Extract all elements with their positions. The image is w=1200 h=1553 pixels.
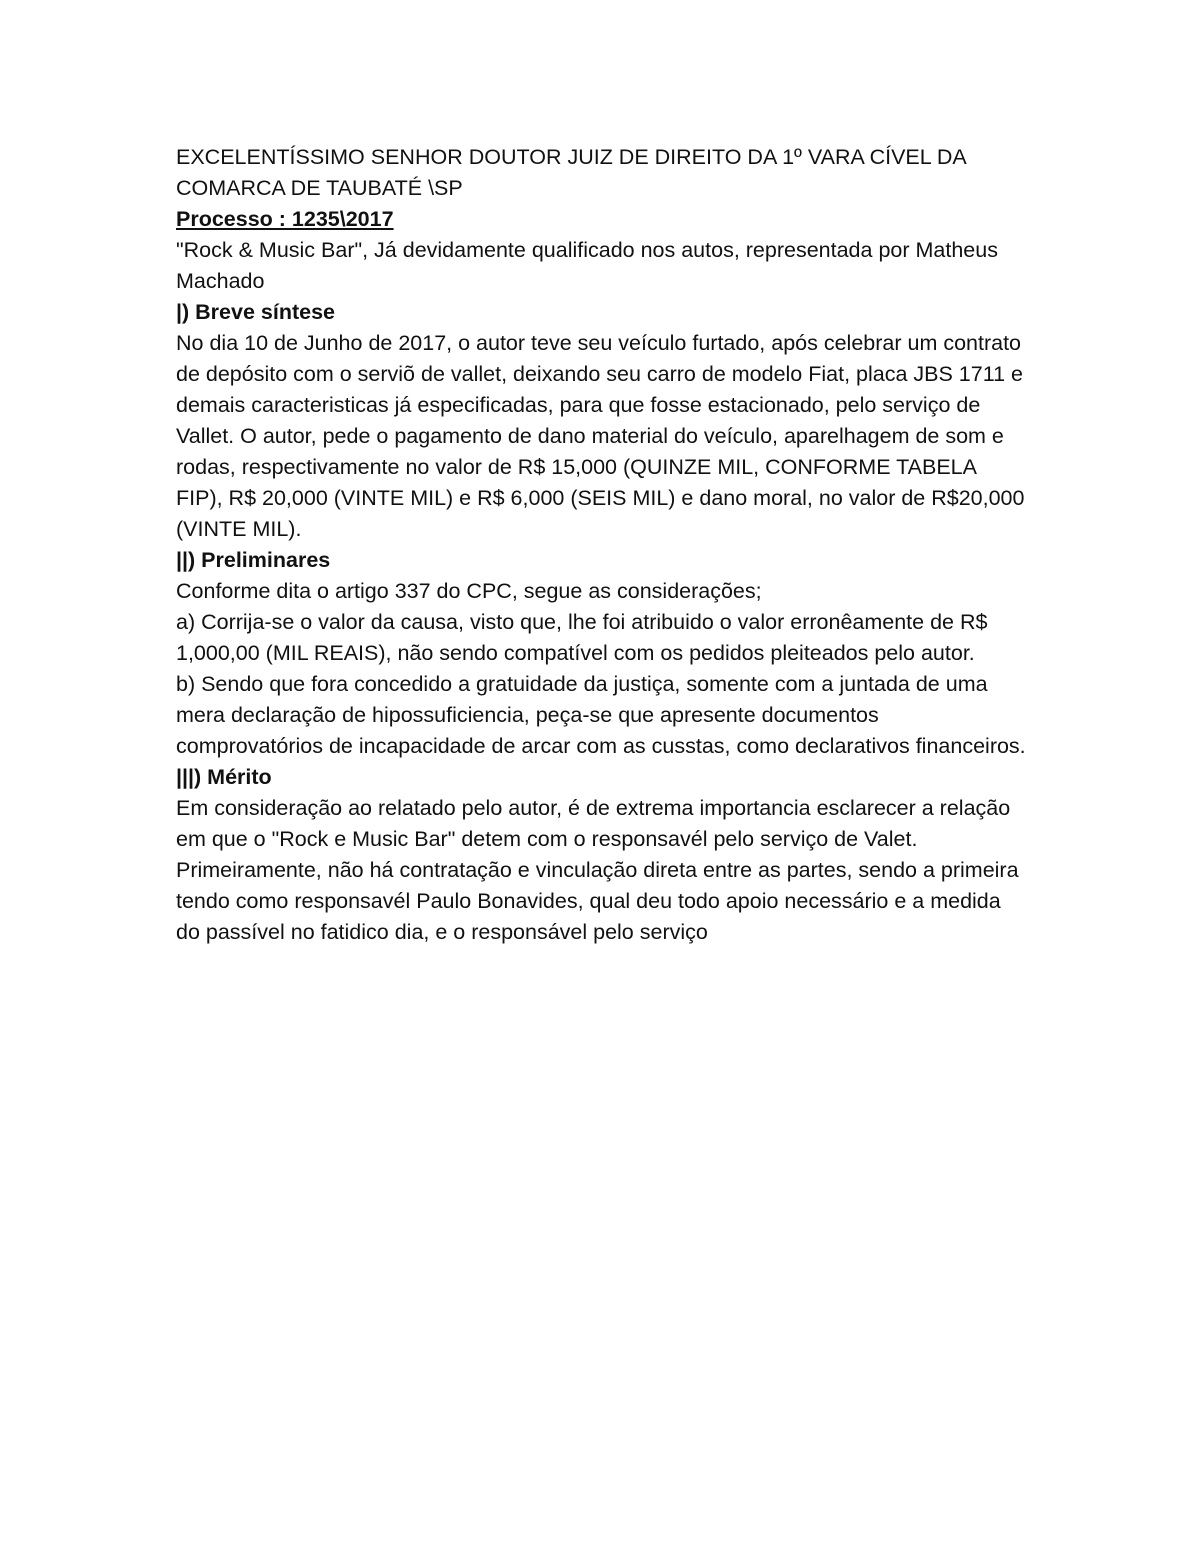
section-heading-breve-sintese: |) Breve síntese <box>176 300 335 324</box>
party-qualification: "Rock & Music Bar", Já devidamente qualificado nos autos, representada por Matheus Machado <box>176 238 998 293</box>
document-body <box>176 142 1026 948</box>
paragraph-preliminares-a: a) Corrija-se o valor da causa, visto que, lhe foi atribuido o valor erronêamente de R$ 1,000,00 (MIL REAIS), não sendo compatível com os pedidos pleiteados pelo autor. <box>176 610 988 665</box>
paragraph-merito-1: Em consideração ao relatado pelo autor, é de extrema importancia esclarecer a relação em que o "Rock e Music Bar" detem com o responsavél pelo serviço de Valet. <box>176 796 1011 851</box>
paragraph-preliminares-b: b) Sendo que fora concedido a gratuidade da justiça, somente com a juntada de uma mera declaração de hipossuficiencia, peça-se que apresente documentos comprovatórios de incapacidade de arcar com as cusstas, como declarativos financeiros. <box>176 672 1026 758</box>
process-number: Processo : 1235\2017 <box>176 207 394 231</box>
paragraph-preliminares-intro: Conforme dita o artigo 337 do CPC, segue as considerações; <box>176 579 762 603</box>
section-heading-merito: |||) Mérito <box>176 765 272 789</box>
section-heading-preliminares: ||) Preliminares <box>176 548 331 572</box>
paragraph-merito-2: Primeiramente, não há contratação e vinculação direta entre as partes, sendo a primeira tendo como responsavél Paulo Bonavides, qual deu todo apoio necessário e a medida do passível no fatidico dia, e o responsável pelo serviço <box>176 858 1019 944</box>
paragraph-breve-sintese: No dia 10 de Junho de 2017, o autor teve seu veículo furtado, após celebrar um contrato de depósito com o serviõ de vallet, deixando seu carro de modelo Fiat, placa JBS 1711 e demais caracteristicas já especificadas, para que fosse estacionado, pelo serviço de Vallet. O autor, pede o pagamento de dano material do veículo, aparelhagem de som e rodas, respectivamente no valor de R$ 15,000 (QUINZE MIL, CONFORME TABELA FIP), R$ 20,000 (VINTE MIL) e R$ 6,000 (SEIS MIL) e dano moral, no valor de R$20,000 (VINTE MIL). <box>176 331 1025 541</box>
court-address-header: EXCELENTÍSSIMO SENHOR DOUTOR JUIZ DE DIREITO DA 1º VARA CÍVEL DA COMARCA DE TAUBATÉ \SP <box>176 145 966 200</box>
